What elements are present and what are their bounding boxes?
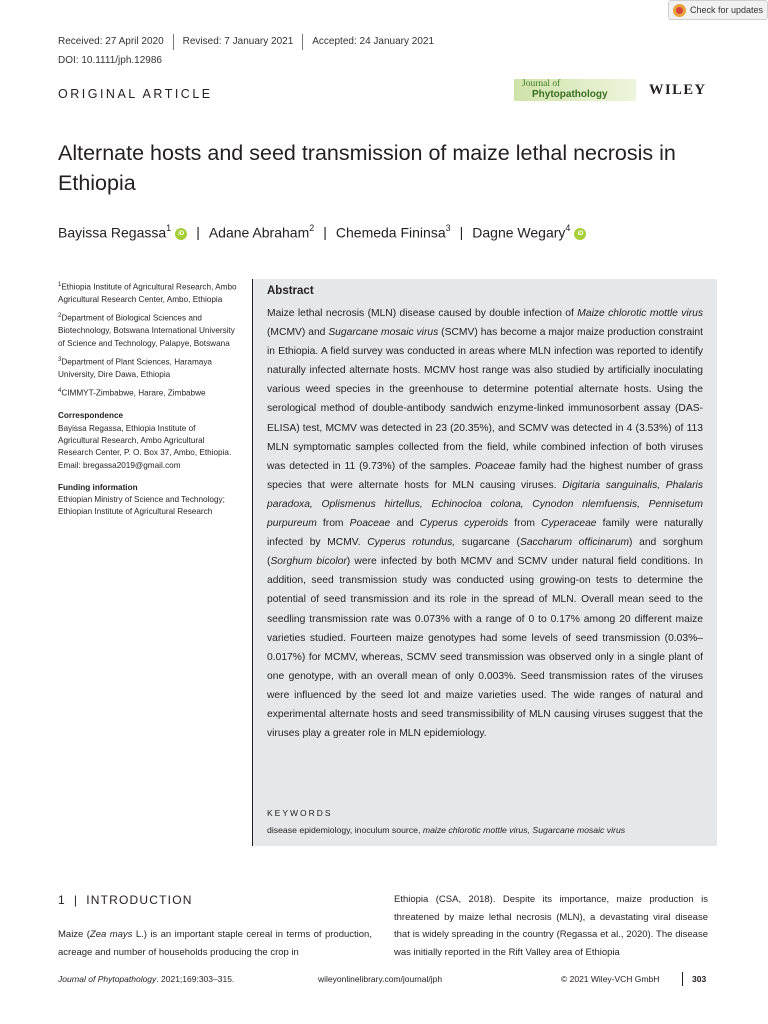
affiliation-number: 3	[58, 356, 62, 363]
abstract-segment: (MCMV) and	[267, 327, 329, 339]
abstract-segment: Cyperus rotundus,	[367, 537, 456, 549]
footer-copyright: © 2021 Wiley-VCH GmbH	[561, 974, 660, 984]
footer-journal-name: Journal of Phytopathology	[58, 974, 157, 984]
intro-segment: L.) is an important staple cereal in terms of production, acreage and number of households producing the crop in	[58, 929, 372, 958]
footer-url[interactable]: wileyonlinelibrary.com/journal/jph	[318, 974, 443, 984]
journal-logo-line1: Journal of	[522, 79, 561, 89]
abstract-segment: sugarcane (	[455, 537, 520, 549]
author-affiliation-number: 4	[565, 223, 571, 233]
keywords-text	[267, 825, 625, 835]
section-heading-introduction: 1 | INTRODUCTION	[58, 893, 193, 907]
correspondence-email[interactable]: Email: bregassa2019@gmail.com	[58, 460, 181, 470]
abstract-segment: from	[316, 518, 350, 530]
article-type: ORIGINAL ARTICLE	[58, 87, 213, 101]
affiliation	[58, 310, 238, 350]
abstract-segment: Sorghum bicolor	[270, 556, 347, 568]
revised-date: Revised: 7 January 2021	[173, 34, 303, 50]
author-affiliation-number: 1	[166, 223, 172, 233]
article-title: Alternate hosts and seed transmission of maize lethal necrosis in Ethiopia	[58, 141, 676, 195]
keywords-italic: maize chlorotic mottle virus, Sugarcane mosaic virus	[422, 825, 626, 835]
abstract-segment: Digitaria sanguinalis, Phalaris paradoxa, Oplismenus hirtellus, Echinocloa colona, Cynodon nlemfuensis, Pennisetum purpureum	[267, 479, 703, 530]
abstract-segment: family had the highest number of grass species that were alternate hosts for MLN causing viruses.	[267, 460, 704, 491]
affiliation-text: CIMMYT-Zimbabwe, Harare, Zimbabwe	[61, 389, 206, 399]
author-affiliation-number: 3	[445, 223, 451, 233]
author-list	[58, 224, 586, 241]
abstract-segment: Poaceae	[349, 518, 391, 530]
author-separator: |	[196, 224, 200, 241]
author-name: Bayissa Regassa	[58, 224, 167, 241]
footer-volume: . 2021;169:303–315.	[156, 974, 235, 984]
abstract-segment: Sugarcane mosaic virus	[328, 327, 439, 339]
affiliation	[58, 279, 238, 306]
intro-segment: Maize (	[58, 929, 90, 940]
intro-segment: Zea mays	[89, 929, 133, 940]
author-name: Dagne Wegary	[472, 224, 566, 241]
section-title: INTRODUCTION	[86, 893, 193, 907]
journal-logo-line2: Phytopathology	[532, 89, 608, 100]
affiliation-list	[58, 279, 238, 400]
funding-text: Ethiopian Ministry of Science and Technology; Ethiopian Institute of Agricultural Research	[58, 495, 225, 517]
keywords-plain: disease epidemiology, inoculum source,	[267, 825, 423, 835]
author[interactable]	[472, 224, 586, 241]
abstract-segment: and	[390, 518, 420, 530]
article-dates	[58, 34, 443, 50]
correspondence-heading: Correspondence	[58, 411, 124, 421]
abstract-segment: family were naturally infected by MCMV.	[267, 518, 703, 549]
affiliation-text: Department of Biological Sciences and Biotechnology, Botswana International University of Science and Technology, Palapye, Botswana	[58, 314, 235, 348]
intro-column-left	[58, 926, 372, 961]
check-for-updates-button[interactable]	[668, 0, 768, 20]
funding-heading: Funding information	[58, 482, 138, 492]
abstract-segment: Maize lethal necrosis (MLN) disease caused by double infection of	[267, 308, 578, 319]
author[interactable]	[58, 224, 187, 241]
intro-column-right: Ethiopia (CSA, 2018). Despite its importance, maize production is threatened by maize lethal necrosis (MLN), a devastating viral disease that is widely spreading in the country (Regassa et al., 2020). The disease was initially reported in the Rift Valley area of Ethiopia	[394, 894, 708, 959]
check-for-updates-label: Check for updates	[690, 5, 764, 15]
abstract-heading: Abstract	[267, 285, 314, 297]
orcid-icon[interactable]: iD	[175, 228, 187, 240]
publisher-logo[interactable]: WILEY	[649, 82, 707, 98]
doi[interactable]: DOI: 10.1111/jph.12986	[58, 55, 162, 66]
affiliation-text: Ethiopia Institute of Agricultural Research, Ambo Agricultural Research Center, Ambo, Ethiopia	[58, 282, 237, 305]
abstract-segment: Maize chlorotic mottle virus	[577, 308, 703, 319]
accepted-date: Accepted: 24 January 2021	[302, 34, 443, 50]
author-separator: |	[323, 224, 327, 241]
affiliation	[58, 354, 238, 381]
affiliation-number: 4	[58, 388, 62, 395]
keywords-heading: KEYWORDS	[267, 808, 333, 818]
abstract-segment: ) were infected by both MCMV and SCMV under natural field conditions. In addition, seed transmission study was conducted using growing-on tests to determine the potential of seed transmission and its role in the spread of MLN. Overall mean seed to the seedling transmission rate was 0.073% with a range of 0 to 0.17% among 20 different maize varieties studied. Fourteen maize genotypes had some levels of seed transmission (0.03%–0.017%) for MCMV, whereas, SCMV seed transmission was observed only in a single plant of one genotype, with an overall mean of only 0.003%. Seed transmission rates of the viruses were influenced by the seed lot and maize varieties used. The wide ranges of natural and experimental alternate hosts and seed transmissibility of MLN causing viruses suggest that the viruses play a greater role in MLN epidemiology.	[267, 556, 704, 740]
footer-citation	[58, 974, 234, 984]
abstract-segment: Cyperus cyperoids	[419, 518, 509, 530]
footer-divider	[682, 972, 683, 986]
author[interactable]	[336, 224, 451, 241]
orcid-icon[interactable]: iD	[574, 228, 586, 240]
abstract-segment: Poaceae	[474, 460, 516, 472]
section-number: 1	[58, 893, 66, 907]
abstract-segment: Cyperaceae	[541, 518, 597, 530]
crossmark-icon	[673, 4, 686, 17]
affiliation-text: Department of Plant Sciences, Haramaya University, Dire Dawa, Ethiopia	[58, 357, 212, 379]
abstract-box	[252, 279, 717, 846]
author-separator: |	[459, 224, 464, 241]
abstract-text	[267, 304, 703, 743]
sidebar	[58, 279, 238, 523]
affiliation	[58, 385, 238, 400]
received-date: Received: 27 April 2020	[58, 36, 164, 47]
author-affiliation-number: 2	[309, 223, 315, 233]
abstract-segment: (SCMV) has become a major maize production constraint in Ethiopia. A field survey was conducted in areas where MLN infection was reported to identify naturally infected alternate hosts. MCMV host range was also studied by artificially inoculating various weed species in the greenhouse to determine potential alternate hosts. Using the serological method of double-antibody sandwich enzyme-linked immunosorbent assay (DAS-ELISA) test, MCMV was detected in 23 (20.35%), and SCMV was detected in 4 (3.53%) of 113 MLN symptomatic samples collected from the field, while combined infection of both viruses was detected in 11 (9.73%) of the samples.	[267, 327, 703, 472]
journal-logo[interactable]	[514, 79, 636, 101]
author-name: Chemeda Fininsa	[335, 224, 446, 241]
author[interactable]	[209, 224, 314, 241]
abstract-segment: from	[508, 518, 542, 530]
affiliation-number: 1	[58, 282, 62, 288]
abstract-segment: ) and sorghum (	[267, 537, 703, 568]
abstract-segment: Saccharum officinarum	[519, 537, 630, 549]
correspondence-text: Bayissa Regassa, Ethiopia Institute of Agricultural Research, Ambo Agricultural Research Center, P. O. Box 37, Ambo, Ethiopia.	[58, 423, 232, 458]
author-name: Adane Abraham	[208, 224, 310, 241]
affiliation-number: 2	[58, 313, 62, 320]
page-number: 303	[692, 974, 707, 984]
